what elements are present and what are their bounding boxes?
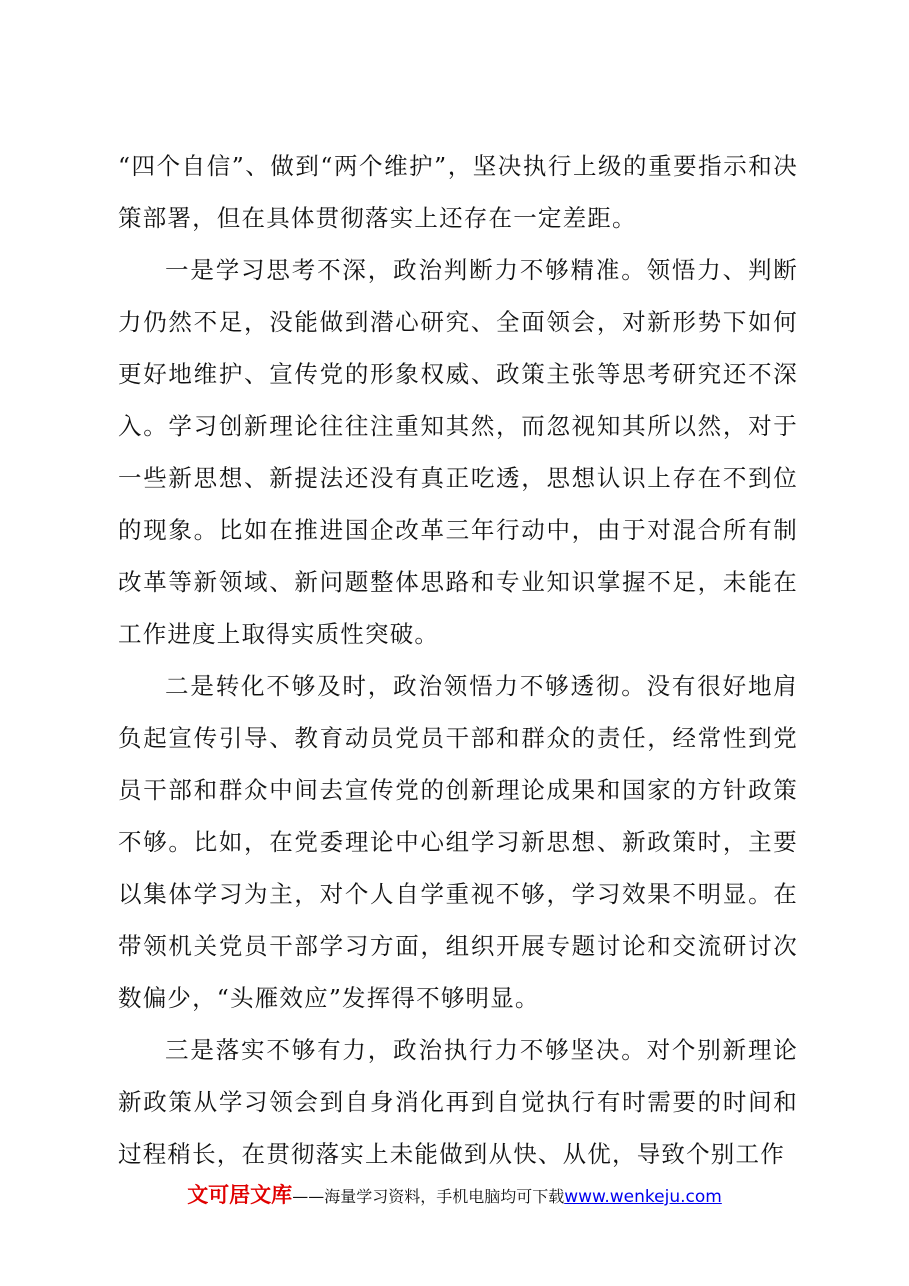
document-body: [118, 140, 798, 1180]
footer-brand: 文可居文库: [187, 1183, 293, 1207]
paragraph-item-three: 三是落实不够有力，政治执行力不够坚决。对个别新理论新政策从学习领会到自身消化再到自觉执行有时需要的时间和过程稍长，在贯彻落实上未能做到从快、从优，导致个别工作: [118, 1036, 798, 1168]
paragraph-item-one: 一是学习思考不深，政治判断力不够精准。领悟力、判断力仍然不足，没能做到潜心研究、全面领会，对新形势下如何更好地维护、宣传党的形象权威、政策主张等思考研究还不深入。学习创新理论往往注重知其然，而忽视知其所以然，对于一些新思想、新提法还没有真正吃透，思想认识上存在不到位的现象。比如在推进国企改革三年行动中，由于对混合所有制改革等新领域、新问题整体思路和专业知识掌握不足，未能在工作进度上取得实质性突破。: [118, 256, 798, 648]
paragraph-item-two: 二是转化不够及时，政治领悟力不够透彻。没有很好地肩负起宣传引导、教育动员党员干部和群众的责任，经常性到党员干部和群众中间去宣传党的创新理论成果和国家的方针政策不够。比如，在党委理论中心组学习新思想、新政策时，主要以集体学习为主，对个人自学重视不够，学习效果不明显。在带领机关党员干部学习方面，组织开展专题讨论和交流研讨次数偏少，“头雁效应”发挥得不够明显。: [118, 672, 798, 1012]
paragraph-continuation: “四个自信”、做到“两个维护”，坚决执行上级的重要指示和决策部署，但在具体贯彻落实上还存在一定差距。: [118, 152, 798, 232]
page-footer: [0, 1180, 909, 1212]
footer-website-link[interactable]: www.wenkeju.com: [564, 1187, 722, 1207]
footer-slogan: ——海量学习资料，手机电脑均可下载: [292, 1187, 565, 1206]
